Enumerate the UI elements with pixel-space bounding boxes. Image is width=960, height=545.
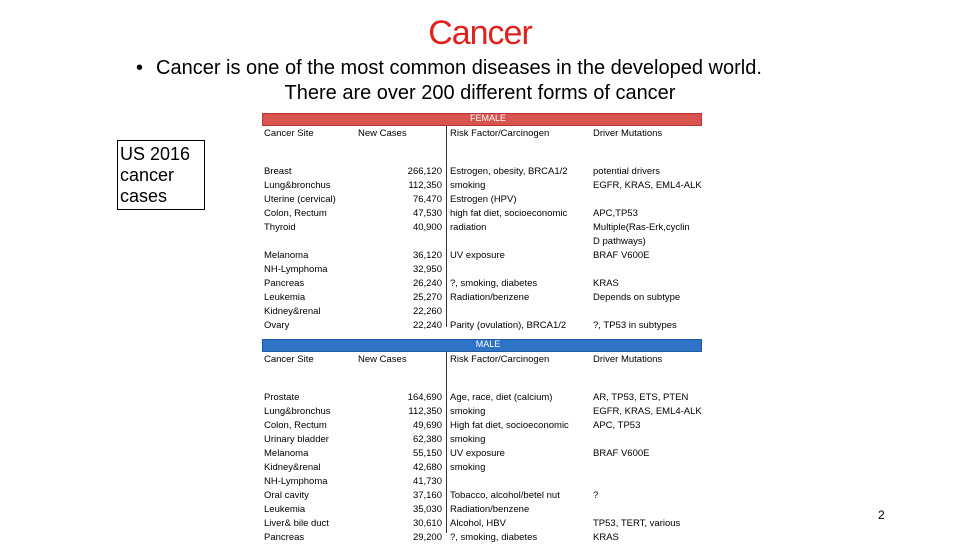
female-label: FEMALE xyxy=(469,113,506,123)
table-row: Lung&bronchus 112,350 smoking EGFR, KRAS, EML4-ALK xyxy=(264,180,702,191)
table-row: Urinary bladder 62,380 smoking xyxy=(264,434,486,445)
col-header-driver: Driver Mutations xyxy=(593,128,663,139)
table-row: Prostate 164,690 Age, race, diet (calcium) AR, TP53, ETS, PTEN xyxy=(264,392,689,403)
us-2016-box xyxy=(117,140,205,210)
male-column-headers xyxy=(262,353,702,377)
table-row: Kidney&renal 42,680 smoking xyxy=(264,462,486,473)
col-header-cases: New Cases xyxy=(358,354,407,365)
table-row: Thyroid 40,900 radiation Multiple(Ras-Erk,cyclin xyxy=(264,222,690,233)
table-row: Kidney&renal 22,260 xyxy=(264,306,442,317)
table-row: Melanoma 55,150 UV exposure BRAF V600E xyxy=(264,448,650,459)
table-row: Ovary 22,240 Parity (ovulation), BRCA1/2 ?, TP53 in subtypes xyxy=(264,320,677,331)
col-header-risk: Risk Factor/Carcinogen xyxy=(450,354,550,365)
table-row: Lung&bronchus 112,350 smoking EGFR, KRAS, EML4-ALK xyxy=(264,406,702,417)
table-row: Leukemia 35,030 Radiation/benzene xyxy=(264,504,530,515)
table-row: Oral cavity 37,160 Tobacco, alcohol/betel nut ? xyxy=(264,490,599,501)
table-row: NH-Lymphoma 41,730 xyxy=(264,476,442,487)
bullet-dot-icon: • xyxy=(136,57,144,79)
male-rows xyxy=(262,391,702,545)
page-number: 2 xyxy=(878,508,885,522)
female-group-2 xyxy=(262,249,702,333)
table-row: NH-Lymphoma 32,950 xyxy=(264,264,442,275)
table-row: Uterine (cervical) 76,470 Estrogen (HPV) xyxy=(264,194,517,205)
bullet-line-1 xyxy=(130,56,850,81)
table-row: Pancreas 26,240 ?, smoking, diabetes KRAS xyxy=(264,278,619,289)
table-row: Colon, Rectum 49,690 High fat diet, socioeconomic APC, TP53 xyxy=(264,420,641,431)
male-section xyxy=(262,339,702,545)
female-header xyxy=(262,113,702,127)
male-label: MALE xyxy=(475,339,501,349)
col-header-risk: Risk Factor/Carcinogen xyxy=(450,128,550,139)
cancer-table xyxy=(262,113,702,545)
table-row: Colon, Rectum 47,530 high fat diet, socioeconomic APC,TP53 xyxy=(264,208,638,219)
bullet-text xyxy=(130,56,850,106)
table-row: Liver& bile duct 30,610 Alcohol, HBV TP53, TERT, various xyxy=(264,518,681,529)
female-section xyxy=(262,113,702,333)
side-box-line-1: US 2016 xyxy=(120,144,191,164)
col-header-cases: New Cases xyxy=(358,128,407,139)
side-box-line-2: cancer xyxy=(120,165,175,185)
col-header-site: Cancer Site xyxy=(264,128,314,139)
col-header-site: Cancer Site xyxy=(264,354,314,365)
col-header-driver: Driver Mutations xyxy=(593,354,663,365)
female-group-1 xyxy=(262,165,702,249)
bullet-line-2: There are over 200 different forms of cancer xyxy=(284,82,676,104)
side-box-line-3: cases xyxy=(120,186,168,206)
male-header xyxy=(262,339,702,353)
table-row: Pancreas 29,200 ?, smoking, diabetes KRAS xyxy=(264,532,619,543)
bullet-line-1-text: Cancer is one of the most common diseases in the developed world. xyxy=(156,57,762,79)
table-row: D pathways) xyxy=(593,236,646,247)
table-row: Melanoma 36,120 UV exposure BRAF V600E xyxy=(264,250,650,261)
slide-title: Cancer xyxy=(428,14,532,52)
female-column-headers xyxy=(262,127,702,151)
table-row: Breast 266,120 Estrogen, obesity, BRCA1/2 potential drivers xyxy=(264,166,661,177)
table-row: Leukemia 25,270 Radiation/benzene Depends on subtype xyxy=(264,292,681,303)
